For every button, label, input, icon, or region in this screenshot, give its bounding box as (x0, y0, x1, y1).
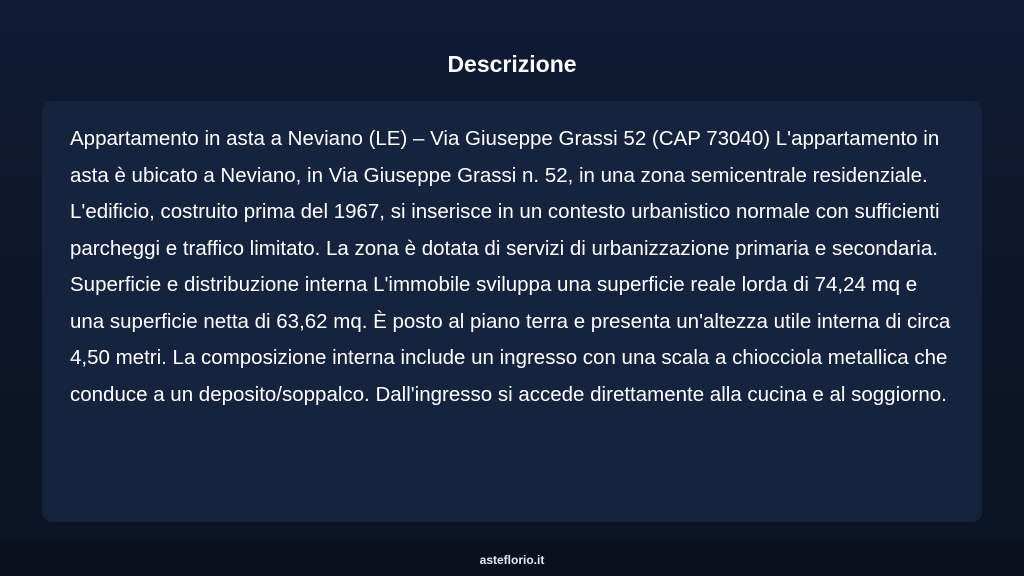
description-text: Appartamento in asta a Neviano (LE) – Via Giuseppe Grassi 52 (CAP 73040) L'appartamento in asta è ubicato a Neviano, in Via Giuseppe Grassi n. 52, in una zona semicentrale residenziale. L'edificio, costruito prima del 1967, si inserisce in un contesto urbanistico normale con sufficienti parcheggi e traffico limitato. La zona è dotata di servizi di urbanizzazione primaria e secondaria. Superficie e distribuzione interna L'immobile sviluppa una superficie reale lorda di 74,24 mq e una superficie netta di 63,62 mq. È posto al piano terra e presenta un'altezza utile interna di circa 4,50 metri. La composizione interna include un ingresso con una scala a chiocciola metallica che conduce a un deposito/soppalco. Dall'ingresso si accede direttamente alla cucina e al soggiorno. (70, 127, 951, 406)
description-card (42, 101, 982, 522)
footer-site-label: asteflorio.it (479, 553, 545, 567)
page-title: Descrizione (447, 51, 577, 77)
